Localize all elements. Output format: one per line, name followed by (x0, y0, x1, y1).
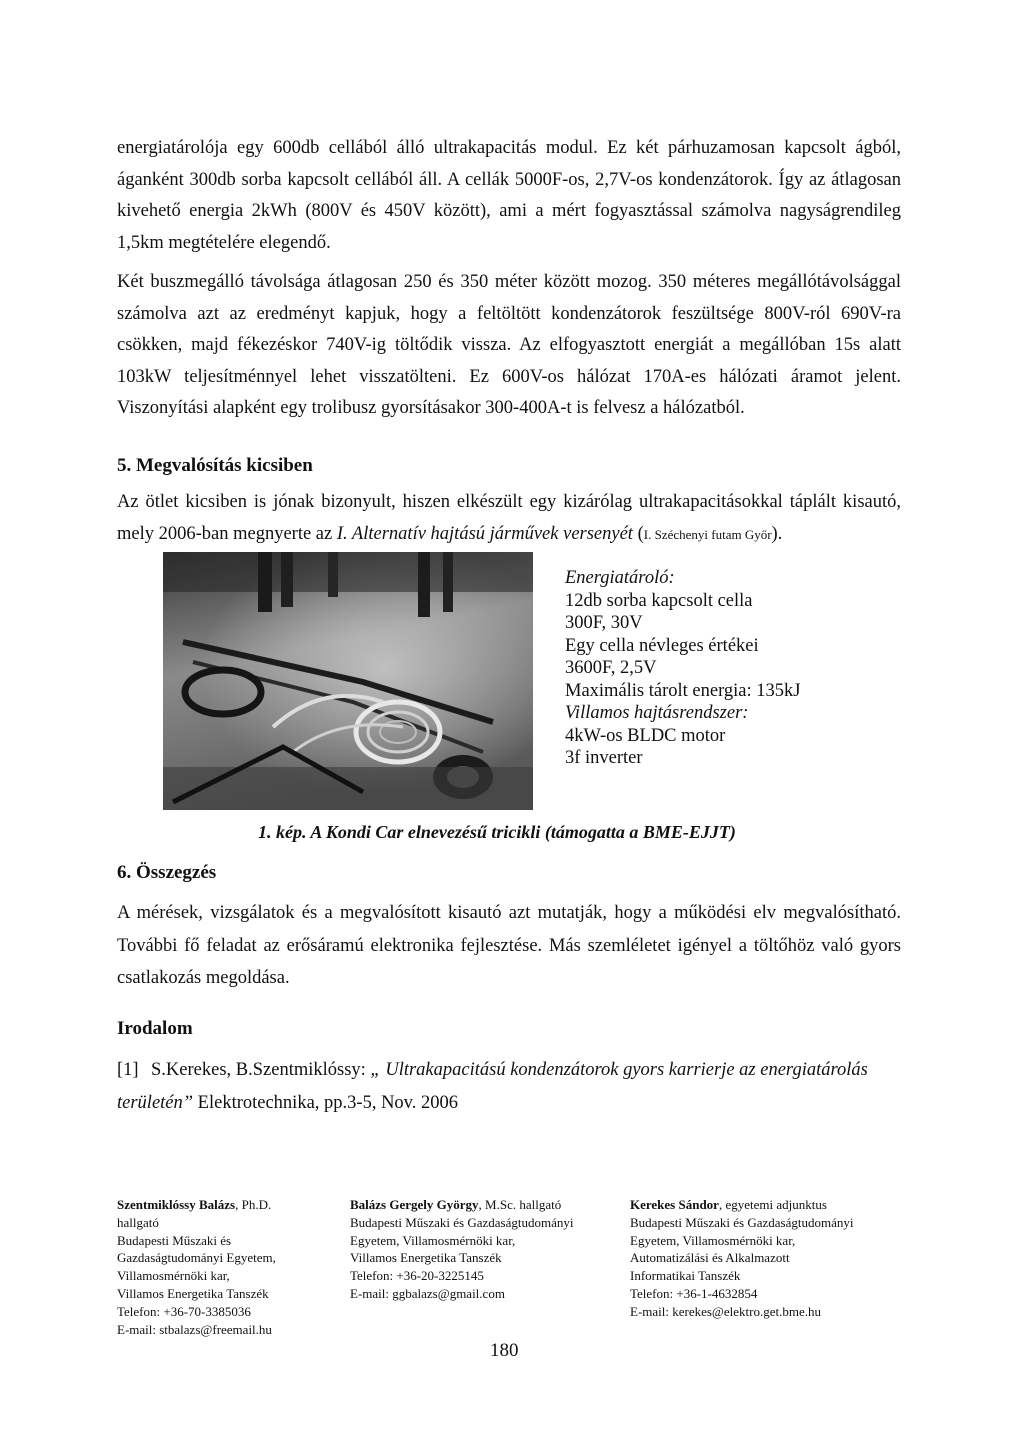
reference-source: Elektrotechnika, pp.3-5, Nov. 2006 (193, 1093, 458, 1113)
author-line: Gazdaságtudományi Egyetem, (117, 1250, 276, 1266)
paren-close: ). (771, 523, 783, 544)
author-block-1 (117, 1196, 276, 1338)
paragraph-bus-stop: Két buszmegálló távolsága átlagosan 250 és 350 méter között mozog. 350 méteres megállótávolsággal számolva azt az eredményt kapjuk, hogy a feltöltött kondenzátorok feszültsége 800V-ról 690V-ra csökken, majd fékezéskor 740V-ig töltődik vissza. Az elfogyasztott energiát a megállóban 15s alatt 103kW teljesítménnyel lehet visszatölteni. Ez 600V-os hálózat 170A-es hálózati áramot jelent. Viszonyítási alapként egy trolibusz gyorsításakor 300-400A-t is felvesz a hálózatból. (117, 272, 901, 418)
spec-line: 12db sorba kapcsolt cella (565, 590, 753, 611)
storage-spec-list (565, 567, 801, 770)
spec-line: 3f inverter (565, 748, 643, 768)
spec-line: 4kW-os BLDC motor (565, 725, 726, 746)
author-line: Budapesti Műszaki és Gazdaságtudományi (350, 1214, 574, 1230)
spec-line: Egy cella névleges értékei (565, 635, 759, 656)
storage-heading: Energiatároló: (565, 568, 675, 588)
reference-item (117, 1054, 901, 1120)
author-line: E-mail: kerekes@elektro.get.bme.hu (630, 1303, 822, 1319)
section-5-text-before: Az ötlet kicsiben is jónak bizonyult, hiszen elkészült egy kizárólag ultrakapacitásokkal táplált kisautó, mely 2006-ban megnyerte az (117, 492, 901, 544)
drive-heading: Villamos hajtásrendszer: (565, 703, 749, 723)
reference-label: [1] (117, 1060, 139, 1080)
author-title: , Ph.D. (235, 1197, 272, 1212)
section-5-heading: 5. Megvalósítás kicsiben (117, 455, 313, 476)
author-line: hallgató (117, 1214, 159, 1230)
page-number: 180 (490, 1340, 519, 1361)
reference-authors: S.Kerekes, B.Szentmiklóssy: (151, 1060, 371, 1080)
author-line: E-mail: stbalazs@freemail.hu (117, 1321, 272, 1337)
author-line: Telefon: +36-1-4632854 (630, 1285, 758, 1301)
reference-title: „ Ultrakapacitású kondenzátorok gyors karrierje az energiatárolás területén” (117, 1060, 868, 1113)
author-title: , M.Sc. hallgató (478, 1197, 562, 1212)
paragraph-storage-module: energiatárolója egy 600db cellából álló ultrakapacitás modul. Ez két párhuzamosan kapcsolt ágból, áganként 300db sorba kapcsolt cellából áll. A cellák 5000F-os, 2,7V-os kondenzátorok. Így az átlagosan kivehető energia 2kWh (800V és 450V között), ami a mért fogyasztással számolva nagyságrendileg 1,5km megtételére elegendő. (117, 138, 901, 253)
section-6-heading: 6. Összegzés (117, 862, 217, 883)
race-name: I. Széchenyi futam Győr (643, 526, 772, 542)
author-line: Telefon: +36-20-3225145 (350, 1268, 484, 1284)
author-line: Budapesti Műszaki és (117, 1232, 232, 1248)
author-line: Villamos Energetika Tanszék (117, 1285, 269, 1301)
spec-line: Maximális tárolt energia: 135kJ (565, 680, 801, 701)
author-block-3 (630, 1196, 853, 1321)
author-line: Informatikai Tanszék (630, 1268, 741, 1284)
author-line: Villamos Energetika Tanszék (350, 1250, 502, 1266)
author-title: , egyetemi adjunktus (718, 1197, 827, 1212)
author-line: E-mail: ggbalazs@gmail.com (350, 1285, 505, 1301)
author-line: Egyetem, Villamosmérnöki kar, (350, 1232, 516, 1248)
author-block-2 (350, 1196, 573, 1303)
section-6-text: A mérések, vizsgálatok és a megvalósított kisautó azt mutatják, hogy a működési elv megvalósítható. További fő feladat az erősáramú elektronika fejlesztése. Más szemléletet igényel a töltőhöz való gyors csatlakozás megoldása. (117, 903, 901, 988)
author-line: Egyetem, Villamosmérnöki kar, (630, 1232, 796, 1248)
spec-line: 300F, 30V (565, 613, 643, 633)
figure-caption: 1. kép. A Kondi Car elnevezésű tricikli (támogatta a BME-EJJT) (258, 822, 736, 842)
author-line: Villamosmérnöki kar, (117, 1268, 230, 1284)
author-name: Kerekes Sándor (630, 1197, 719, 1212)
competition-name: I. Alternatív hajtású járművek versenyét (336, 523, 633, 544)
author-line: Automatizálási és Alkalmazott (630, 1250, 790, 1266)
author-name: Szentmiklóssy Balázs (117, 1197, 236, 1212)
kondi-car-photo (163, 552, 533, 810)
author-line: Budapesti Műszaki és Gazdaságtudományi (630, 1214, 854, 1230)
paren-open: ( (632, 523, 644, 544)
references-heading: Irodalom (117, 1018, 193, 1039)
section-5-text (117, 487, 901, 550)
author-name: Balázs Gergely György (350, 1197, 479, 1212)
spec-line: 3600F, 2,5V (565, 658, 657, 678)
author-line: Telefon: +36-70-3385036 (117, 1303, 251, 1319)
